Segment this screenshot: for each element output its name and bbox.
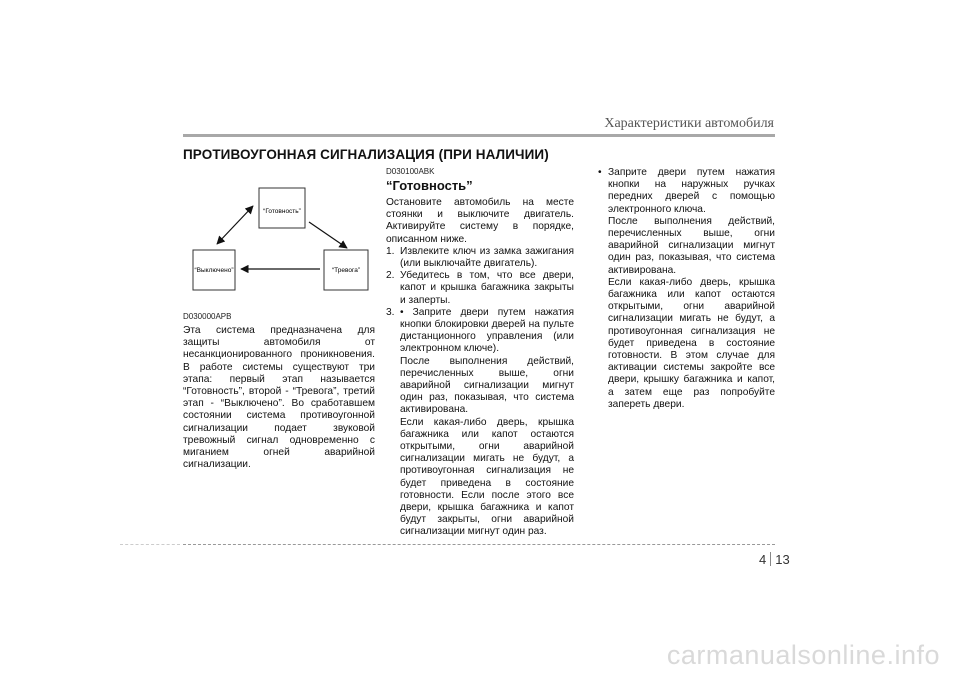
header-rule [183,134,775,137]
ready-label: “Готовность” [263,208,301,215]
off-label: “Выключено” [194,267,234,274]
bullet-paragraph: Если какая-либо дверь, крышка багажника или капот остаются открытыми, огни аварийной сигнализации мигать не будут, а противоугонная сигнализация не будет приведена в состояние готовности. В этом случае для активации системы закройте все двери, крышку багажника и капот, а затем еще раз попробуйте запереть двери. [608,276,775,410]
bullet-item [596,167,775,411]
list-item-text: • Заприте двери путем нажатия кнопки блокировки дверей на пульте дистанционного управления (или электронном ключе). [400,306,574,355]
list-item-paragraph: После выполнения действий, перечисленных выше, огни аварийной сигнализации мигнут один раз, показывая, что система активирована. [400,355,574,416]
list-item-text: Убедитесь в том, что все двери, капот и крышка багажника закрыты и заперты. [400,270,574,306]
alarm-label: “Тревога” [331,267,361,274]
arrow-off-ready [217,206,253,244]
bullet-paragraph: После выполнения действий, перечисленных выше, огни аварийной сигнализации мигнут один раз, показывая, что система активирована. [608,215,775,276]
footer-rule [183,544,775,545]
subsection-title: “Готовность” [386,178,473,193]
state-diagram-svg [181,168,381,308]
bullet-text: Заприте двери путем нажатия кнопки на наружных ручках передних дверей с помощью электронного ключа. [608,167,775,215]
chapter-number: 4 [759,552,767,567]
column-2 [386,167,574,539]
column-3 [596,167,775,411]
list-item-text: Извлеките ключ из замка зажигания (или выключайте двигатель). [400,245,574,270]
list-item [386,246,574,270]
section-title: ПРОТИВОУГОННАЯ СИГНАЛИЗАЦИЯ (ПРИ НАЛИЧИИ) [183,147,549,162]
state-diagram [181,168,381,308]
column-1 [183,312,375,471]
watermark: carmanualsonline.info [666,640,940,670]
section-code: D030000APB [183,312,232,321]
list-item [386,270,574,307]
page-number [759,552,790,567]
list-item-paragraph: Если какая-либо дверь, крышка багажника или капот остаются открытыми, огни аварийной сигнализации мигать не будут, а противоугонная сигнализация не будет приведена в состояние готовности. Если после этого все двери, крышка багажника и капот будут закрыты, огни аварийной сигнализации мигнут один раз. [400,416,574,538]
arrow-ready-to-alarm [309,222,347,248]
subsection-code: D030100ABK [386,167,435,176]
list-item-number: 2. [386,270,395,282]
page-number-value: 13 [775,552,790,567]
bullet-mark: • [598,167,602,178]
intro-paragraph: Эта система предназначена для защиты автомобиля от несанкционированного проникновения. В работе системы существуют три этапа: первый этап называется “Готовность”, второй - “Тревога”, третий этап - “Выключено”. Во сработавшем состоянии система противоугонной сигнализации подает звуковой тревожный сигнал одновременно с миганием огней аварийной сигнализации. [183,325,375,471]
page-separator [770,552,771,566]
header-title: Характеристики автомобиля [604,116,774,131]
list-item [386,307,574,539]
list-item-number: 3. [386,306,395,318]
subsection-intro: Остановите автомобиль на месте стоянки и выключите двигатель. Активируйте систему в порядке, описанном ниже. [386,197,574,245]
footer-rule-left [120,544,180,545]
list-item-number: 1. [386,245,395,257]
